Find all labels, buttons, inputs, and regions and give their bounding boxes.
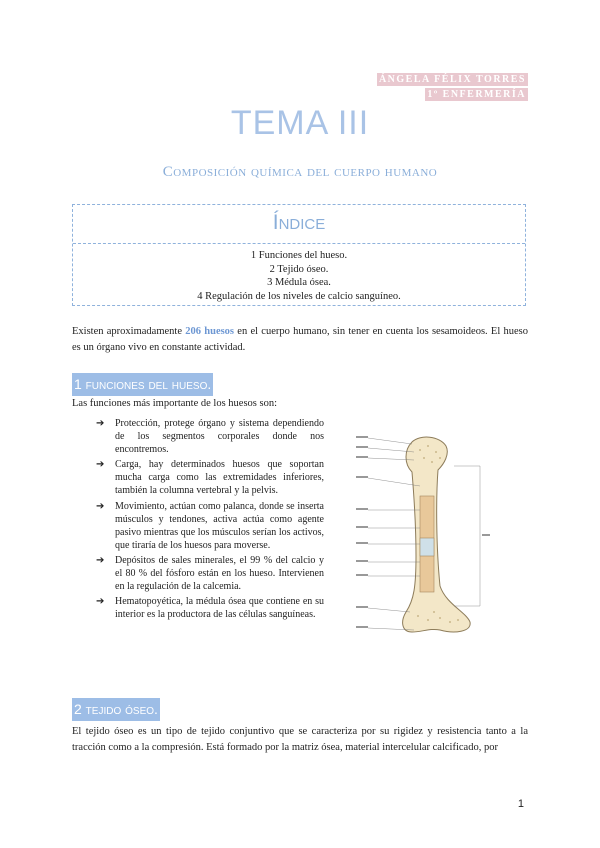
list-item-text: Hematopoyética, la médula ósea que contiene en su interior es la productora de las células sanguíneas. xyxy=(115,596,324,621)
list-item xyxy=(96,554,324,593)
list-item-text: Carga, hay determinados huesos que soportan mucha carga como las extremidades inferiores, también la columna vertebral y la pelvis. xyxy=(115,459,324,497)
long-bone-illustration xyxy=(354,436,490,636)
page-subtitle: Composición química del cuerpo humano xyxy=(162,164,438,180)
index-item: 4 Regulación de los niveles de calcio sanguíneo. xyxy=(197,290,401,302)
arrow-right-icon: ➔ xyxy=(96,500,105,512)
intro-text: Existen aproximadamente xyxy=(72,326,186,337)
marrow-band xyxy=(420,538,434,556)
list-item-text: Protección, protege órgano y sistema dependiendo de los segmentos corporales donde nos encontremos. xyxy=(115,418,324,456)
page-title: TEMA III xyxy=(230,104,370,142)
index-item: 3 Médula ósea. xyxy=(267,277,331,288)
index-heading: Índice xyxy=(73,205,525,244)
arrow-right-icon: ➔ xyxy=(96,554,105,566)
functions-list xyxy=(96,417,324,623)
author-course: 1º ENFERMERÍA xyxy=(427,89,526,100)
bone-outline xyxy=(403,437,471,632)
index-item: 1 Funciones del hueso. xyxy=(250,250,348,261)
arrow-right-icon: ➔ xyxy=(96,418,105,429)
author-block xyxy=(377,71,528,101)
author-name: ÁNGELA FÉLIX TORRES xyxy=(378,74,526,85)
index-box xyxy=(72,204,526,306)
bone-count-highlight: 206 huesos xyxy=(185,326,235,337)
section-heading-tissue: 2 tejido óseo. xyxy=(72,698,160,721)
list-item xyxy=(96,458,324,497)
list-item xyxy=(96,417,324,456)
intro-paragraph xyxy=(72,324,528,356)
page-number: 1 xyxy=(517,798,524,810)
list-item-text: Movimiento, actúan como palanca, donde se inserta músculos y tendones, activa actúa como agente pasivo mientras que los músculos serían los activos, que tiraría de los huesos para moverse. xyxy=(115,500,324,551)
arrow-right-icon: ➔ xyxy=(96,459,105,471)
section-heading-functions: 1 funciones del hueso. xyxy=(72,373,213,396)
list-item xyxy=(96,500,324,552)
intro-text: en el cuerpo humano, sin tener en cuenta los sesamoideos. El hueso es un órgano vivo en constante actividad. xyxy=(72,326,529,353)
arrow-right-icon: ➔ xyxy=(96,596,105,608)
list-item xyxy=(96,595,324,621)
index-list xyxy=(73,244,525,303)
list-item-text: Depósitos de sales minerales, el 99 % del calcio y el 80 % del fósforo están en los hueso. Intervienen en la regulación de la calcemia. xyxy=(115,554,324,593)
tissue-paragraph: El tejido óseo es un tipo de tejido conjuntivo que se caracteriza por su rigidez y resistencia tanto a la tracción como a la compresión. Está formado por la matriz ósea, material intercelular calcificado, por xyxy=(72,726,528,753)
index-item: 2 Tejido óseo. xyxy=(269,263,329,275)
functions-lead: Las funciones más importante de los huesos son: xyxy=(72,398,278,409)
bone-diagram xyxy=(354,436,490,636)
